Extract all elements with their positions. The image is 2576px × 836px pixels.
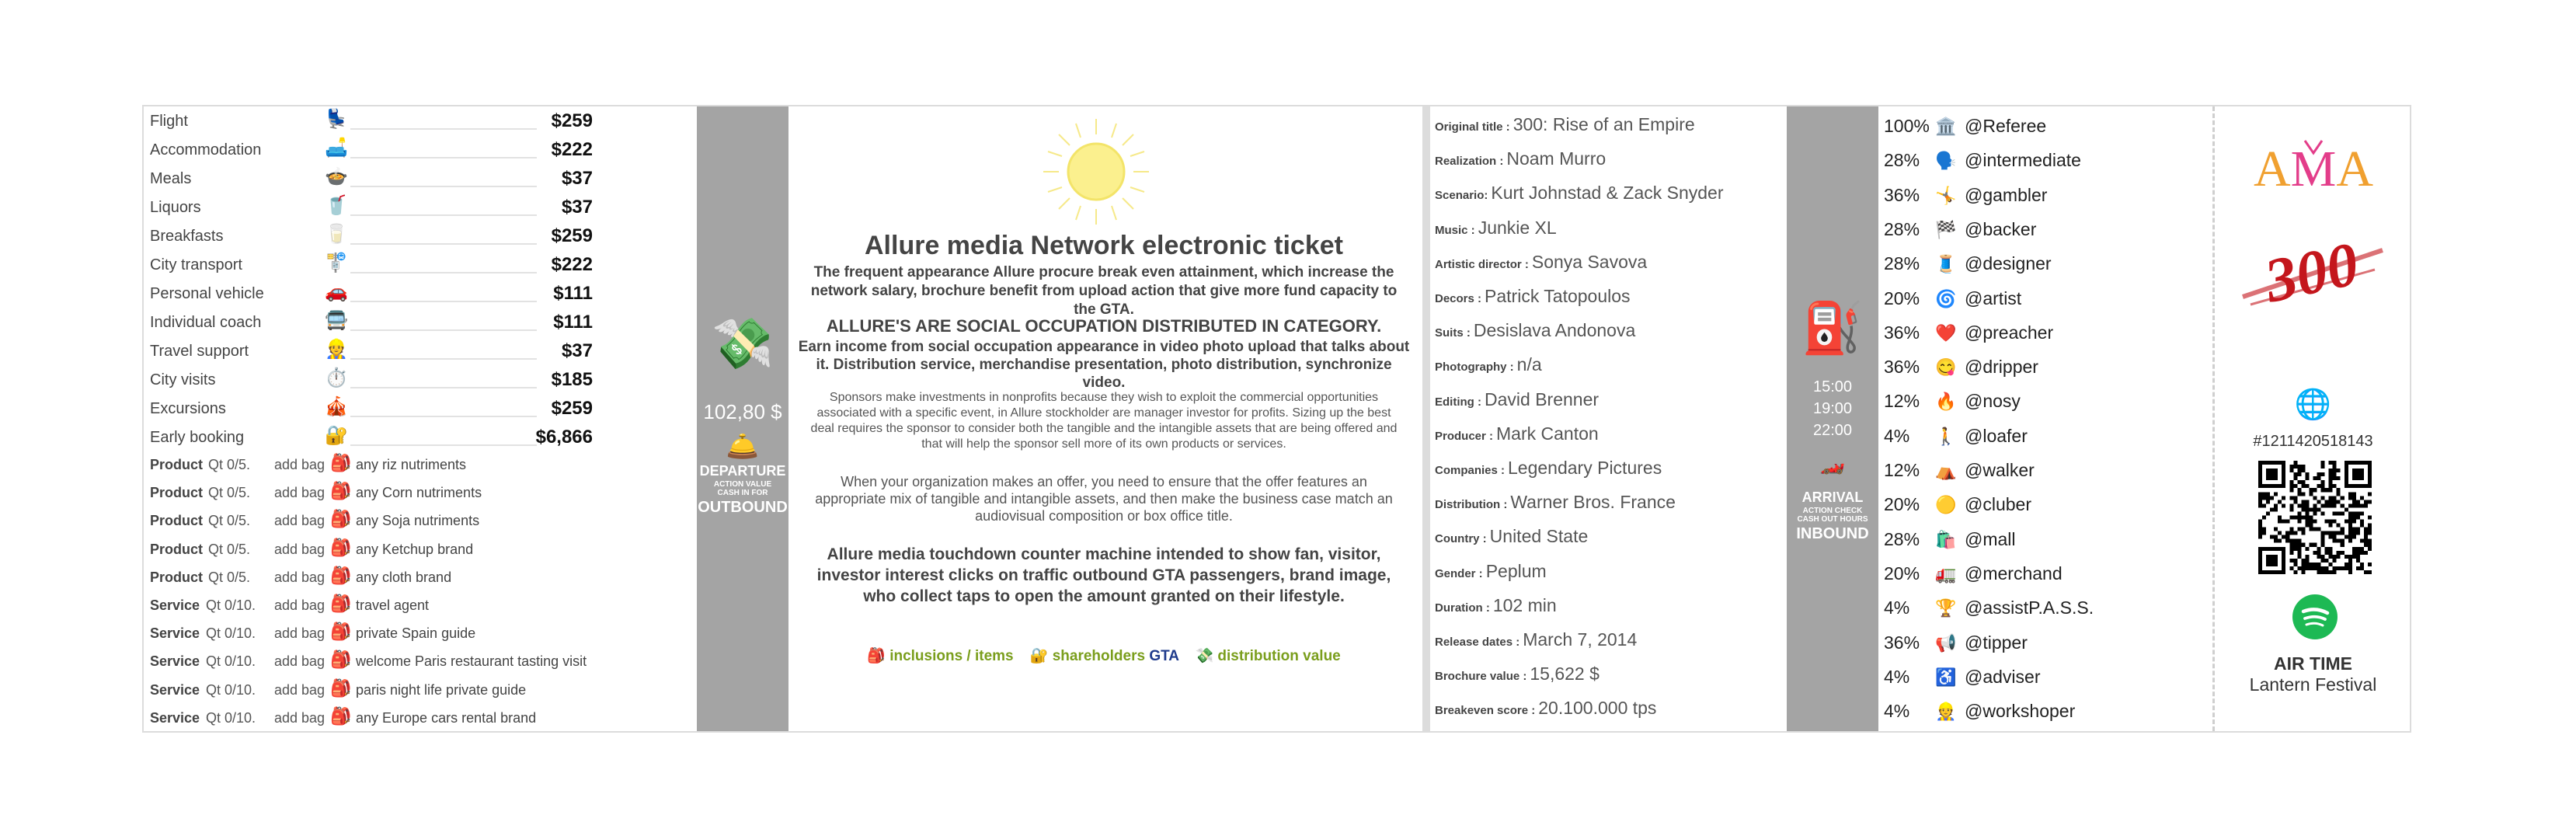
fan-percent: 4% [1884,666,1910,687]
product-kind: Service [150,653,200,670]
fan-row[interactable] [1884,219,2036,240]
intro-paragraph: The frequent appearance Allure procure break even attainment, which increase the network salary, brochure benefit from upload action that give more fund capacity to the GTA. [810,264,1398,318]
credit-key: Duration : [1435,601,1490,615]
ticket-links [790,646,1418,665]
departure-label: DEPARTURE [699,463,786,479]
fan-percent: 12% [1884,391,1920,412]
fan-row[interactable] [1884,116,2046,137]
expense-icon: 🥤 [325,195,348,216]
expense-label: City visits [150,371,216,388]
departure-price: 102,80 $ [703,400,782,423]
credit-key: Companies : [1435,464,1506,477]
fan-percent: 12% [1884,460,1920,480]
credit-row [1435,354,1542,375]
fan-handle[interactable]: @intermediate [1965,150,2081,171]
fan-handle[interactable]: @artist [1965,287,2022,308]
fan-percent: 28% [1884,218,1920,239]
expense-price: $185 [551,369,593,390]
credit-key: Music : [1435,223,1475,237]
fan-row[interactable] [1884,597,2094,618]
credit-key: Breakeven score : [1435,704,1536,718]
credit-value: David Brenner [1485,388,1600,409]
product-name: any Ketchup brand [356,541,474,557]
fan-icon: 🟡 [1935,495,1957,515]
backpack-icon[interactable]: 🎒 [330,678,352,698]
backpack-icon[interactable]: 🎒 [330,481,352,501]
product-row [150,564,647,592]
product-row [150,648,647,676]
product-row [150,479,647,507]
fan-handle[interactable]: @preacher [1965,322,2054,343]
product-kind: Product [150,485,204,501]
credit-value: Patrick Tatopoulos [1485,286,1631,306]
qr-code [2258,461,2372,574]
expense-label: Breakfasts [150,228,224,245]
expense-price: $259 [551,225,593,246]
credit-key: Country : [1435,532,1487,546]
fan-icon: 🏛️ [1935,117,1957,136]
credit-row [1435,423,1599,444]
fan-handle[interactable]: @loafer [1965,425,2028,446]
expense-divider [350,416,537,417]
expense-price: $111 [553,312,593,333]
fan-handle[interactable]: @walker [1965,460,2035,480]
product-qty: Qt 0/5. [208,569,251,585]
add-bag-link[interactable]: add bag [274,513,325,529]
expense-row [150,164,593,193]
credit-key: Brochure value : [1435,670,1527,684]
money-wings-icon: 💸 [712,315,774,371]
expense-divider [350,157,537,158]
fan-icon: 🚛 [1935,563,1957,583]
inclusions-link[interactable]: inclusions / items [889,648,1014,664]
credit-row [1435,664,1600,684]
movie-300-logo [2235,223,2390,324]
departure-sub2: CASH IN FOR [717,489,768,497]
product-kind: Service [150,681,200,698]
add-bag-link[interactable]: add bag [274,653,325,670]
expense-row [150,365,593,394]
credit-value: 15,622 $ [1530,664,1600,684]
arrival-label: ARRIVAL [1801,489,1864,505]
product-qty: Qt 0/5. [208,513,251,529]
credit-key: Original title : [1435,120,1510,134]
credit-key: Artistic director : [1435,257,1529,271]
fan-icon: 🌀 [1935,288,1957,308]
expense-label: Early booking [150,429,245,446]
fuel-pump-icon: ⛽ [1801,300,1864,356]
fan-handle[interactable]: @backer [1965,218,2037,239]
product-kind: Service [150,597,200,613]
fan-percent: 4% [1884,597,1910,618]
expense-divider [350,329,537,331]
credit-value: Mark Canton [1496,423,1599,444]
credit-value: March 7, 2014 [1523,629,1638,650]
expense-icon: 👷 [325,339,348,360]
add-bag-link[interactable]: add bag [274,681,325,698]
fan-percent: 100% [1884,116,1930,136]
fan-row[interactable] [1884,288,2021,309]
sponsors-paragraph: Sponsors make investments in nonprofits because they wish to exploit the commercial opportunities associated with a specific event, in Allure stockholder are manager investor for profits. Sizing up the best deal requires the sponsor to consider both the tangible and the intangible assets that are being offered and that will help the sponsor sell more of its own products or services. [810,391,1398,451]
departure-direction: OUTBOUND [698,499,788,516]
fan-icon: 🗣️ [1935,151,1957,171]
backpack-icon[interactable]: 🎒 [330,565,352,585]
event-name: Lantern Festival [2249,674,2377,695]
fan-row[interactable] [1884,667,2041,688]
credit-value: Noam Murro [1506,148,1607,169]
touchdown-paragraph: Allure media touchdown counter machine intended to show fan, visitor, investor interest clicks on traffic outbound GTA passengers, brand image, who collect taps to open the amount granted on their lifestyle. [816,545,1391,605]
expense-price: $6,866 [535,427,593,448]
fan-row[interactable] [1884,426,2028,447]
backpack-icon[interactable]: 🎒 [330,650,352,670]
product-qty: Qt 0/10. [206,709,256,726]
time-1: 15:00 [1812,378,1853,395]
product-qty: Qt 0/10. [206,681,256,698]
offer-paragraph: When your organization makes an offer, you need to ensure that the offer features an appropriate mix of tangible and intangible assets, and then make the business case match an audiovisual composition or box office title. [815,474,1393,524]
expense-row [150,106,593,135]
fan-handle[interactable]: @designer [1965,253,2052,274]
credit-value: 102 min [1492,594,1557,615]
sun-icon [1042,117,1150,226]
gta-link[interactable]: GTA [1149,648,1179,664]
expense-icon: 🔐 [325,425,348,446]
expense-divider [350,358,537,360]
ticket-title: Allure media Network electronic ticket [865,231,1343,260]
fan-percent: 20% [1884,287,1920,308]
globe-icon[interactable]: 🌐 [2294,388,2332,421]
product-name: any Corn nutriments [356,485,482,501]
credit-row [1435,629,1637,650]
fan-percent: 36% [1884,632,1920,653]
expense-label: Personal vehicle [150,285,264,302]
credit-value: Warner Bros. France [1510,492,1676,513]
credit-row [1435,286,1631,307]
race-car-icon: 🏎️ [1819,451,1846,475]
backpack-icon[interactable]: 🎒 [330,453,352,472]
credit-key: Release dates : [1435,636,1520,649]
credit-key: Editing : [1435,395,1481,409]
arrival-sub1: ACTION CHECK [1802,507,1863,515]
credit-row [1435,492,1676,513]
expense-divider [350,128,537,130]
expense-row [150,250,593,279]
income-paragraph: Earn income from social occupation appearance in video photo upload that talks about it. Distribution service, merchandise presentation, photo distribution, synchronize video. [798,339,1410,391]
side-panel [2216,106,2410,731]
fan-icon: 🛍️ [1935,529,1957,549]
product-kind: Product [150,513,204,529]
fan-row[interactable] [1884,322,2053,343]
fan-row[interactable] [1884,460,2035,481]
time-3: 22:00 [1812,422,1853,439]
expense-icon: 🚏 [325,253,348,273]
backpack-icon[interactable]: 🎒 [330,509,352,529]
credit-key: Suits : [1435,326,1471,340]
expense-icon: 🚗 [325,281,348,302]
product-qty: Qt 0/5. [208,541,251,557]
fan-icon: ⛺ [1935,461,1957,480]
perforation-line [2212,106,2215,731]
fan-list [1880,106,2206,731]
product-name: welcome Paris restaurant tasting visit [356,653,587,670]
credit-row [1435,218,1557,239]
fan-handle[interactable]: @gambler [1965,184,2048,205]
product-qty: Qt 0/10. [206,597,256,613]
fan-icon: 🧵 [1935,254,1957,274]
fan-row[interactable] [1884,494,2031,515]
backpack-icon[interactable]: 🎒 [330,622,352,642]
credit-value: Sonya Savova [1531,251,1648,272]
distribution-value-link[interactable]: distribution value [1217,648,1341,664]
product-name: paris night life private guide [356,681,527,698]
fan-icon: 🏆 [1935,598,1957,618]
product-name: any Europe cars rental brand [356,709,537,726]
expense-price: $37 [561,340,593,361]
fan-row[interactable] [1884,253,2052,274]
fan-handle[interactable]: @workshoper [1965,701,2076,722]
backpack-icon[interactable]: 🎒 [330,537,352,557]
product-kind: Product [150,541,204,557]
add-bag-link[interactable]: add bag [274,625,325,642]
credit-row [1435,148,1606,169]
add-bag-link[interactable]: add bag [274,597,325,613]
fan-percent: 36% [1884,357,1920,378]
expense-price: $259 [551,110,593,131]
product-row [150,620,647,648]
arrival-sub2: CASH OUT HOURS [1797,515,1868,524]
arrival-direction: INBOUND [1796,525,1869,542]
expense-icon: 🎪 [325,396,348,417]
fan-handle[interactable]: @dripper [1965,357,2038,378]
expense-row [150,135,593,164]
fan-icon: 🏁 [1935,219,1957,239]
fan-handle[interactable]: @cluber [1965,494,2031,515]
backpack-icon: 🎒 [867,648,886,664]
fan-percent: 20% [1884,494,1920,515]
product-name: any cloth brand [356,569,452,585]
spotify-icon[interactable] [2292,594,2338,639]
expense-label: Excursions [150,400,226,417]
fan-percent: 4% [1884,701,1910,722]
product-row [150,705,647,733]
fan-percent: 4% [1884,425,1910,446]
fan-row[interactable] [1884,391,2021,412]
svg-text:AMA: AMA [2253,141,2374,197]
fan-icon: 📢 [1935,632,1957,653]
expense-label: Meals [150,170,192,187]
credit-value: Legendary Pictures [1508,458,1662,478]
fan-row[interactable] [1884,150,2081,171]
expense-divider [350,301,537,302]
add-bag-link[interactable]: add bag [274,569,325,585]
fan-icon: 👷 [1935,702,1957,722]
expense-divider [350,186,537,187]
divider [1422,106,1430,731]
fan-icon: 🤸 [1935,185,1957,205]
expense-row [150,308,593,336]
fan-handle[interactable]: @tipper [1965,632,2028,653]
expense-label: Flight [150,113,188,130]
expense-icon: 💺 [325,109,348,130]
ama-logo [2253,134,2374,204]
fan-percent: 28% [1884,150,1920,171]
credit-row [1435,595,1557,616]
product-name: travel agent [356,597,430,613]
credit-key: Producer : [1435,429,1494,443]
credit-value: United State [1489,526,1589,547]
electronic-ticket [142,105,2411,733]
product-qty: Qt 0/10. [206,653,256,670]
add-bag-link[interactable]: add bag [274,709,325,726]
credit-value: Desislava Andonova [1473,320,1636,341]
product-qty: Qt 0/10. [206,625,256,642]
ticket-description [790,106,1418,731]
expense-icon: 🍲 [325,166,348,187]
product-kind: Service [150,709,200,726]
fan-row[interactable] [1884,563,2063,584]
add-bag-link[interactable]: add bag [274,485,325,501]
backpack-icon[interactable]: 🎒 [330,705,352,726]
fan-handle[interactable]: @adviser [1965,666,2041,687]
departure-sub1: ACTION VALUE [713,480,772,489]
credit-key: Scenario: [1435,189,1488,203]
credit-key: Distribution : [1435,498,1508,512]
fan-percent: 28% [1884,528,1920,549]
expense-row [150,336,593,365]
fan-row[interactable] [1884,701,2075,722]
add-bag-link[interactable]: add bag [274,541,325,557]
expense-price: $259 [551,398,593,419]
expense-icon: ⏱️ [325,367,348,388]
ticket-id: #1211420518143 [2253,433,2373,450]
expense-label: City transport [150,256,242,273]
credit-row [1435,389,1599,410]
expense-row [150,221,593,250]
shareholders-link[interactable]: shareholders [1052,648,1146,664]
fan-icon: 😋 [1935,357,1957,378]
expense-icon: 🥛 [325,224,348,245]
product-qty: Qt 0/5. [208,485,251,501]
expense-price: $111 [553,283,593,304]
credit-row [1435,114,1695,135]
product-name: any riz nutriments [356,457,467,472]
backpack-icon[interactable]: 🎒 [330,594,352,613]
fan-percent: 36% [1884,322,1920,343]
credit-value: 20.100.000 tps [1538,698,1657,719]
expense-divider [350,272,537,273]
fan-percent: 28% [1884,253,1920,274]
fan-row[interactable] [1884,357,2038,378]
expense-price: $37 [561,168,593,189]
fan-icon: 🔥 [1935,392,1957,412]
time-2: 19:00 [1812,400,1853,417]
credit-value: Kurt Johnstad & Zack Snyder [1491,183,1724,204]
credit-row [1435,183,1724,204]
fan-handle[interactable]: @assistP.A.S.S. [1965,597,2094,618]
svg-text:300: 300 [2258,229,2365,316]
expense-label: Individual coach [150,314,262,331]
credit-row [1435,458,1662,479]
product-row [150,451,647,479]
arrival-stub [1787,106,1878,731]
expense-row [150,423,593,451]
money-icon: 💸 [1195,648,1214,664]
credit-row [1435,252,1647,273]
fan-row[interactable] [1884,185,2047,206]
bell-icon: 🛎️ [726,432,760,462]
credit-row [1435,698,1656,719]
expense-row [150,193,593,221]
expense-price: $37 [561,197,593,218]
credit-key: Decors : [1435,292,1482,305]
credit-key: Gender : [1435,566,1483,580]
fan-row[interactable] [1884,632,2028,653]
fan-icon: 🚶 [1935,426,1957,446]
expense-price: $222 [551,254,593,275]
expense-icon: 🛋️ [325,138,348,158]
expenses-section [144,106,695,731]
product-row [150,677,647,705]
credit-value: 300: Rise of an Empire [1513,114,1695,134]
product-kind: Product [150,569,204,585]
credit-value: n/a [1516,354,1542,375]
add-bag-link[interactable]: add bag [274,457,325,472]
expense-label: Travel support [150,343,249,360]
product-kind: Product [150,457,204,472]
credit-row [1435,526,1588,547]
credit-key: Realization : [1435,155,1504,169]
category-heading: ALLURE'S ARE SOCIAL OCCUPATION DISTRIBUTED IN CATEGORY. [826,316,1382,336]
fan-handle[interactable]: @merchand [1965,563,2063,583]
movie-credits [1435,106,1784,731]
expense-icon: 🚍 [325,310,348,331]
departure-stub [697,106,788,731]
product-row [150,536,647,564]
expense-divider [350,214,537,216]
fan-icon: ♿ [1935,667,1957,687]
air-time-label: AIR TIME [2274,653,2352,674]
product-row [150,592,647,620]
fan-handle[interactable]: @mall [1965,528,2016,549]
fan-percent: 20% [1884,563,1920,583]
expense-divider [350,387,537,388]
credit-value: Peplum [1485,560,1547,581]
expense-row [150,279,593,308]
expense-price: $222 [551,139,593,160]
credit-key: Photography : [1435,361,1514,374]
product-name: any Soja nutriments [356,513,480,529]
fan-handle[interactable]: @nosy [1965,391,2021,412]
expense-label: Accommodation [150,141,262,158]
credit-value: Junkie XL [1478,217,1557,238]
fan-handle[interactable]: @Referee [1965,116,2047,136]
lock-icon: 🔐 [1029,648,1049,664]
product-qty: Qt 0/5. [208,457,251,472]
product-kind: Service [150,625,200,642]
expense-divider [350,444,537,446]
expense-label: Liquors [150,199,201,216]
fan-percent: 36% [1884,184,1920,205]
credit-row [1435,561,1547,582]
credit-row [1435,320,1635,341]
expense-divider [350,243,537,245]
expense-row [150,394,593,423]
fan-icon: ❤️ [1935,322,1957,343]
product-row [150,507,647,535]
fan-row[interactable] [1884,529,2016,550]
product-name: private Spain guide [356,625,476,642]
